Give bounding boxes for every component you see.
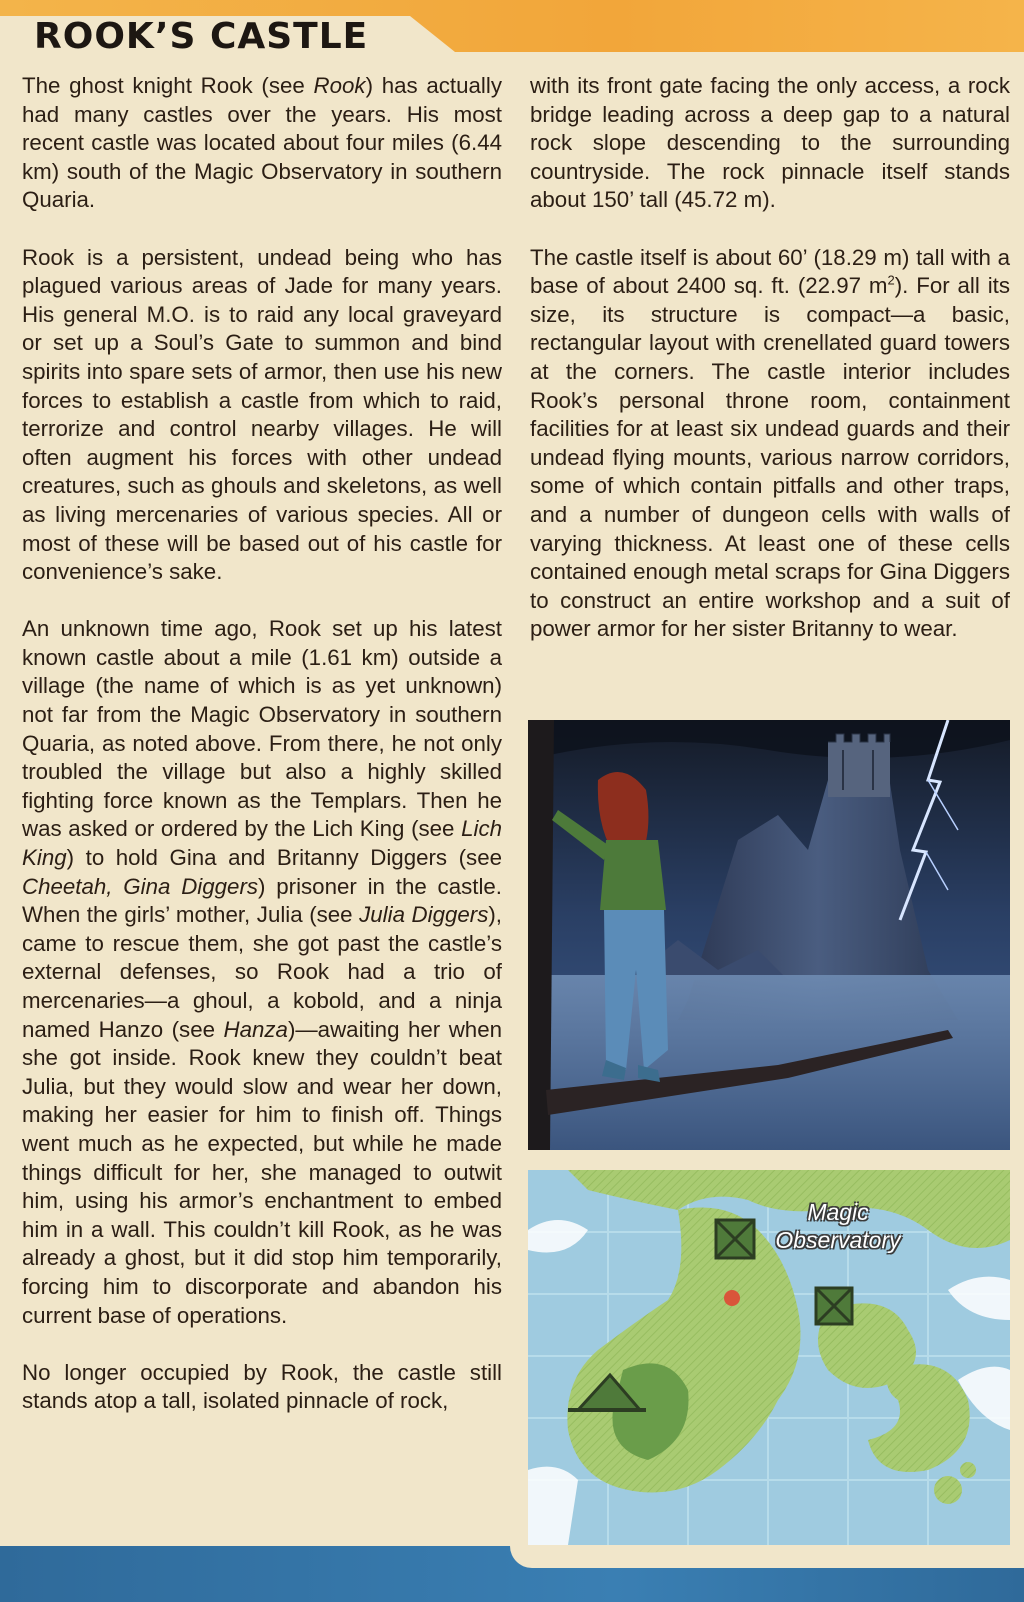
region-map — [528, 1170, 1010, 1545]
castle-scene-svg — [528, 720, 1010, 1150]
paragraph-history: An unknown time ago, Rook set up his latest known castle about a mile (1.61 km) outside a village (the name of which is as yet unknown) not far from the Magic Observatory in southern Quaria, as noted above. From there, he not only troubled the village but also a highly skilled fighting force known as the Templars. Then he was asked or ordered by the Lich King (see Lich King) to hold Gina and Britanny Diggers (see Cheetah, Gina Diggers) prisoner in the castle. When the girls’ mother, Julia (see Julia Diggers), came to rescue them, she got past the castle’s external defenses, so Rook had a trio of mercenaries—a ghoul, a kobold, and a ninja named Hanzo (see Hanza)—awaiting her when she got inside. Rook knew they couldn’t beat Julia, but they would slow and wear her down, making her easier for him to finish off. Things went much as he expected, but while he made things difficult for her, she managed to outwit him, using his armor’s enchantment to embed him in a wall. This couldn’t kill Rook, as he was already a ghost, but it did stop him temporarily, forcing him to discorporate and abandon his current base of operations. — [22, 616, 503, 1328]
page-title: ROOK’S CASTLE — [34, 16, 369, 57]
paragraph-intro: The ghost knight Rook (see Rook) has actually had many castles over the years. His most recent castle was located about four miles (6.44 km) south of the Magic Observatory in southern Quaria. — [22, 73, 502, 213]
figure-jacket — [600, 840, 666, 910]
map-label-magic-observatory — [748, 1198, 928, 1254]
paragraph-location: with its front gate facing the only access, a rock bridge leading across a deep gap to a natural rock slope descending to the surrounding countryside. The rock pinnacle itself stands about 150’ tall (45.72 m). — [530, 73, 1010, 213]
map-label-line: Observatory — [775, 1227, 901, 1253]
small-island — [960, 1462, 976, 1478]
paragraph-structure: The castle itself is about 60’ (18.29 m) tall with a base of about 2400 sq. ft. (22.97 $m^2$). For all its size, its structure is compact—a basic, rectangular layout with crenellated guard towers at the corners. The castle interior includes Rook’s personal throne room, containment facilities for at least six undead guards and their undead flying mounts, various narrow corridors, some of which contain pitfalls and other traps, and a number of dungeon cells with walls of varying thickness. At least one of these cells contained enough metal scraps for Gina Diggers to construct an entire workshop and a suit of power armor for her sister Britanny to wear. — [530, 244, 1010, 642]
tree-trunk — [528, 720, 554, 1150]
fog-valley — [528, 975, 1010, 1150]
small-island — [934, 1476, 962, 1504]
castle-scene-illustration — [528, 720, 1010, 1150]
right-column — [530, 72, 1010, 644]
site-marker-icon — [816, 1288, 852, 1324]
map-label-line: Magic — [807, 1199, 869, 1225]
left-column — [22, 72, 502, 1416]
bottom-tab — [510, 1546, 1024, 1568]
paragraph-current-state: No longer occupied by Rook, the castle still stands atop a tall, isolated pinnacle of rock, — [22, 1359, 502, 1414]
castle-location-marker — [724, 1290, 740, 1306]
castle-tower — [828, 742, 890, 797]
paragraph-rook-mo: Rook is a persistent, undead being who has plagued various areas of Jade for many years. His general M.O. is to raid any local graveyard or set up a Soul’s Gate to summon and bind spirits into spare sets of armor, then use his new forces to establish a castle from which to raid, terrorize and control nearby villages. He will often augment his forces with other undead creatures, such as ghouls and skeletons, as well as living mercenaries of various species. All or most of these will be based out of his castle for convenience’s sake. — [22, 244, 502, 585]
